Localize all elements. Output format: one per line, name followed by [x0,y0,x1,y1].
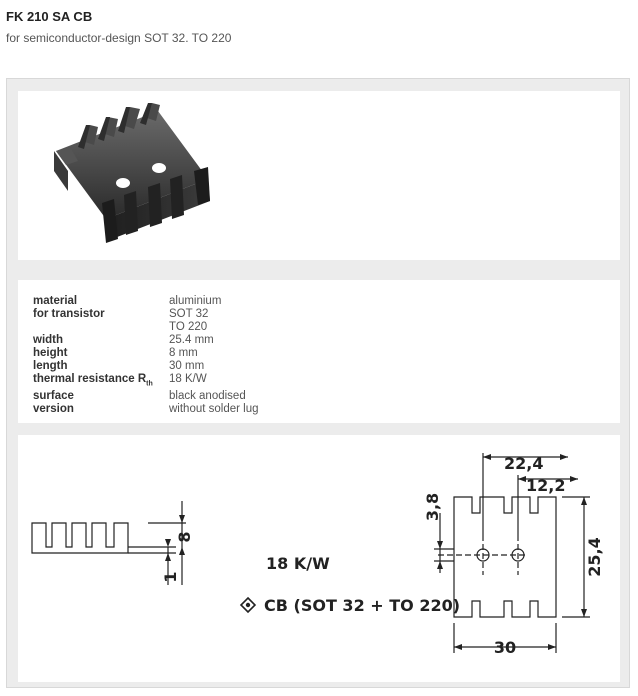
spec-row-version [33,403,259,416]
dim-width: 22,4 [504,454,544,473]
dim-pitch: 12,2 [526,476,566,495]
cb-icon [241,598,255,612]
cb-label: CB (SOT 32 + TO 220) [264,596,461,615]
dim-length: 30 [493,638,517,657]
spec-label: material [33,295,78,307]
product-title: FK 210 SA CB [6,9,93,24]
spec-row-transistor [33,308,259,334]
top-view-outline [454,497,556,617]
spec-value: aluminium [169,295,222,307]
dim-fin-height: 8 [175,531,194,543]
spec-label: version [33,403,74,416]
spec-value-line: TO 220 [169,321,208,333]
product-card [6,78,630,688]
spec-label-sub: th [146,380,153,388]
thermal-label: 18 K/W [266,554,330,573]
product-subtitle: for semiconductor-design SOT 32. TO 220 [6,31,232,45]
dim-height: 25,4 [585,537,604,577]
spec-row-material [33,295,259,308]
side-profile [32,523,128,553]
spec-label: height [33,347,68,359]
spec-row-length [33,360,259,373]
spec-label-text: thermal resistance R [33,373,147,385]
spec-label: for transistor [33,308,105,320]
spec-value: 25.4 mm [169,334,214,346]
spec-value: without solder lug [169,403,259,416]
dim-hole: 3,8 [423,492,442,522]
spec-row-thermal [33,373,259,390]
heatsink-photo [18,91,620,260]
spec-value: black anodised [169,390,246,403]
spec-value [169,308,259,334]
spec-value: 30 mm [169,360,205,372]
spec-row-surface [33,390,259,403]
spec-value-line: SOT 32 [169,308,209,320]
spec-value: 8 mm [169,347,198,359]
spec-row-width [33,334,259,347]
dim-thickness: 1 [161,571,180,583]
technical-drawing [18,435,620,682]
product-image-panel [18,91,620,260]
spec-value: 18 K/W [169,373,207,385]
specs-table [33,295,259,416]
spec-label: length [33,360,68,372]
spec-label: surface [33,390,74,403]
spec-label: width [33,334,64,346]
spec-row-height [33,347,259,360]
spec-label [33,373,169,390]
specs-panel [18,280,620,423]
drawing-panel [18,435,620,682]
